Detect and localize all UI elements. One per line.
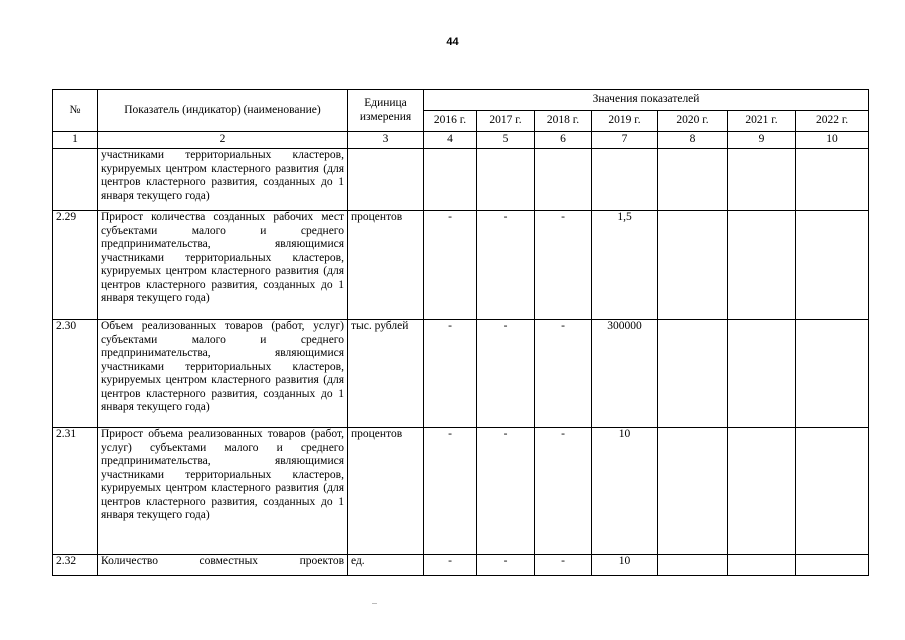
row-value: - bbox=[535, 555, 592, 576]
row-value: - bbox=[424, 555, 477, 576]
row-value bbox=[796, 428, 869, 555]
row-value bbox=[658, 149, 728, 211]
row-value bbox=[796, 320, 869, 428]
header-year: 2022 г. bbox=[796, 111, 869, 132]
row-indicator: Количество совместных проектов bbox=[98, 555, 348, 576]
header-year: 2016 г. bbox=[424, 111, 477, 132]
row-value bbox=[658, 428, 728, 555]
row-value bbox=[796, 211, 869, 320]
row-indicator: Прирост количества созданных рабочих мест субъектами малого и среднего предпринимательства, являющимися участниками территориальных кластеров, курируемых центром кластерного развития (для центров кластерного развития, созданных до 1 января текущего года) bbox=[98, 211, 348, 320]
row-number: 2.30 bbox=[53, 320, 98, 428]
row-value: - bbox=[535, 428, 592, 555]
row-value bbox=[728, 320, 796, 428]
scan-mark bbox=[372, 603, 377, 604]
row-value: - bbox=[424, 320, 477, 428]
header-year: 2021 г. bbox=[728, 111, 796, 132]
row-value bbox=[796, 555, 869, 576]
column-numbers-row bbox=[53, 132, 869, 149]
column-number: 4 bbox=[424, 132, 477, 149]
header-indicator: Показатель (индикатор) (наименование) bbox=[98, 90, 348, 132]
row-value bbox=[592, 149, 658, 211]
header-year: 2019 г. bbox=[592, 111, 658, 132]
row-value: - bbox=[477, 428, 535, 555]
table-row bbox=[53, 320, 869, 428]
row-value bbox=[658, 320, 728, 428]
column-number: 1 bbox=[53, 132, 98, 149]
column-number: 10 bbox=[796, 132, 869, 149]
row-value: - bbox=[477, 320, 535, 428]
row-value bbox=[728, 555, 796, 576]
row-value bbox=[658, 555, 728, 576]
row-value: - bbox=[477, 211, 535, 320]
indicators-table bbox=[52, 89, 869, 576]
row-value bbox=[424, 149, 477, 211]
row-value: - bbox=[424, 428, 477, 555]
column-number: 5 bbox=[477, 132, 535, 149]
column-number: 7 bbox=[592, 132, 658, 149]
row-indicator: Объем реализованных товаров (работ, услуг) субъектами малого и среднего предпринимательства, являющимися участниками территориальных кластеров, курируемых центром кластерного развития (для центров кластерного развития, созданных до 1 января текущего года) bbox=[98, 320, 348, 428]
header-unit: Единица измерения bbox=[348, 90, 424, 132]
row-value bbox=[728, 149, 796, 211]
column-number: 3 bbox=[348, 132, 424, 149]
row-indicator: участниками территориальных кластеров, курируемых центром кластерного развития (для центров кластерного развития, созданных до 1 января текущего года) bbox=[98, 149, 348, 211]
row-value bbox=[658, 211, 728, 320]
table-row bbox=[53, 428, 869, 555]
column-number: 6 bbox=[535, 132, 592, 149]
table-row bbox=[53, 149, 869, 211]
row-value bbox=[477, 149, 535, 211]
row-value: 300000 bbox=[592, 320, 658, 428]
row-value: - bbox=[477, 555, 535, 576]
row-value: - bbox=[535, 211, 592, 320]
row-number: 2.31 bbox=[53, 428, 98, 555]
row-value bbox=[728, 211, 796, 320]
row-value bbox=[728, 428, 796, 555]
row-unit bbox=[348, 149, 424, 211]
row-unit: процентов bbox=[348, 211, 424, 320]
row-value: - bbox=[535, 320, 592, 428]
column-number: 9 bbox=[728, 132, 796, 149]
header-year: 2020 г. bbox=[658, 111, 728, 132]
row-number: 2.29 bbox=[53, 211, 98, 320]
row-unit: тыс. рублей bbox=[348, 320, 424, 428]
row-unit: ед. bbox=[348, 555, 424, 576]
row-value bbox=[796, 149, 869, 211]
page-number: 44 bbox=[446, 36, 459, 48]
row-number: 2.32 bbox=[53, 555, 98, 576]
table-row bbox=[53, 211, 869, 320]
row-indicator: Прирост объема реализованных товаров (работ, услуг) субъектами малого и среднего предпринимательства, являющимися участниками территориальных кластеров, курируемых центром кластерного развития (для центров кластерного развития, созданных до 1 января текущего года) bbox=[98, 428, 348, 555]
row-value: - bbox=[424, 211, 477, 320]
header-values-group: Значения показателей bbox=[424, 90, 869, 111]
row-number bbox=[53, 149, 98, 211]
row-unit: процентов bbox=[348, 428, 424, 555]
row-value: 1,5 bbox=[592, 211, 658, 320]
table-row bbox=[53, 555, 869, 576]
header-number: № bbox=[53, 90, 98, 132]
row-value: 10 bbox=[592, 555, 658, 576]
header-year: 2018 г. bbox=[535, 111, 592, 132]
column-number: 8 bbox=[658, 132, 728, 149]
row-value bbox=[535, 149, 592, 211]
row-value: 10 bbox=[592, 428, 658, 555]
column-number: 2 bbox=[98, 132, 348, 149]
header-year: 2017 г. bbox=[477, 111, 535, 132]
